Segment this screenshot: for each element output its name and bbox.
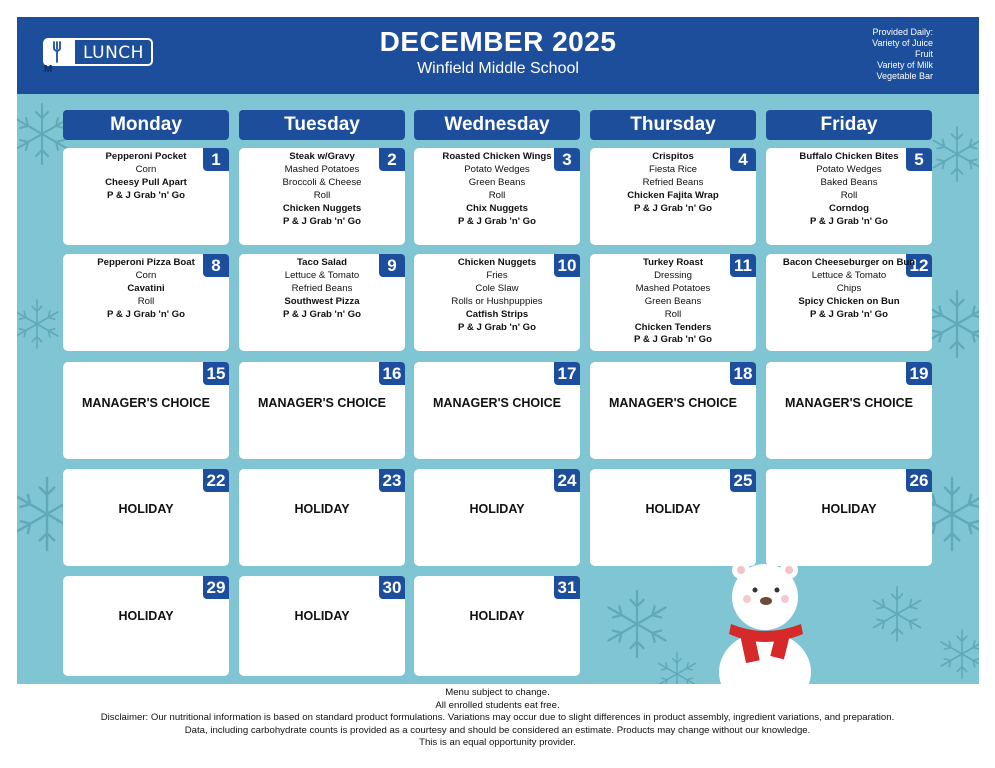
footer-line: Data, including carbohydrate counts is provided as a courtesy and should be considered an estimate. Products may change without our knowledge. [184,724,811,736]
entree-item: Bacon Cheeseburger on Bun [782,257,916,268]
day-header-wednesday: Wednesday [414,110,580,140]
side-item: Green Beans [468,176,526,188]
entree-item: P & J Grab 'n' Go [634,202,712,214]
day-cell [414,576,580,676]
entree-item: P & J Grab 'n' Go [283,308,361,320]
entree-item: Pepperoni Pocket [105,151,187,162]
day-header-friday: Friday [766,110,932,140]
day-cell [590,254,756,351]
day-cell [63,576,229,676]
entree-item: Southwest Pizza [284,295,360,307]
side-item: Chips [836,282,862,294]
entree-item: Taco Salad [297,257,347,268]
managers-choice-label: MANAGER'S CHOICE [785,396,913,410]
entree-item: Corndog [829,202,869,214]
date-number: 15 [203,362,229,385]
managers-choice-label: MANAGER'S CHOICE [258,396,386,410]
date-number: 4 [730,148,756,171]
date-number: 5 [906,148,932,171]
menu-items [63,151,229,203]
day-cell [590,148,756,245]
date-number: 23 [379,469,405,492]
day-header-monday: Monday [63,110,229,140]
provided-daily-line: Vegetable Bar [876,71,933,81]
date-number: 9 [379,254,405,277]
side-item: Roll [664,308,682,320]
day-cell [414,469,580,566]
day-cell [63,362,229,459]
holiday-label: HOLIDAY [118,502,174,516]
date-number: 29 [203,576,229,599]
date-number: 18 [730,362,756,385]
holiday-label: HOLIDAY [118,609,174,623]
entree-item: Buffalo Chicken Bites [799,151,899,162]
managers-choice-label: MANAGER'S CHOICE [82,396,210,410]
entree-item: Pepperoni Pizza Boat [97,257,195,268]
calendar-board [17,94,979,684]
entree-item: Cavatini [127,282,165,294]
provided-daily [872,27,933,82]
day-cell [239,148,405,245]
menu-items [766,151,932,228]
day-cell [414,362,580,459]
page-title: DECEMBER 2025 [379,26,617,57]
entree-item: Spicy Chicken on Bun [798,295,900,307]
provided-daily-line: Provided Daily: [872,27,933,37]
entree-item: P & J Grab 'n' Go [458,321,536,333]
side-item: Lettuce & Tomato [284,269,360,281]
entree-item: Turkey Roast [642,257,704,268]
logo-label: LUNCH [83,43,144,63]
footer-line: Disclaimer: Our nutritional information is based on standard product formulations. Variations may occur due to slight differences in product assembly, ingredient variations, and preparation. [100,712,895,723]
date-number: 3 [554,148,580,171]
footer-line: Menu subject to change. [445,687,550,698]
side-item: Mashed Potatoes [284,163,360,175]
day-cell [239,254,405,351]
holiday-label: HOLIDAY [821,502,877,516]
date-number: 31 [554,576,580,599]
entree-item: Chix Nuggets [466,202,528,214]
footer-line: This is an equal opportunity provider. [419,737,576,748]
menu-items [766,257,932,322]
entree-item: Crispitos [652,151,694,162]
date-number: 26 [906,469,932,492]
entree-item: Cheesy Pull Apart [105,176,187,188]
provided-daily-line: Variety of Milk [877,60,933,70]
entree-item: Chicken Fajita Wrap [627,189,719,201]
side-item: Roll [840,189,858,201]
date-number: 25 [730,469,756,492]
entree-item: Steak w/Gravy [289,151,355,162]
side-item: Fiesta Rice [649,163,697,175]
side-item: Roll [137,295,155,307]
side-item: Rolls or Hushpuppies [451,295,543,307]
day-cell [63,254,229,351]
polar-bear-icon [707,552,817,684]
entree-item: Catfish Strips [465,308,529,320]
entree-item: P & J Grab 'n' Go [107,189,185,201]
date-number: 30 [379,576,405,599]
day-header-tuesday: Tuesday [239,110,405,140]
day-header-thursday: Thursday [590,110,756,140]
entree-item: Chicken Nuggets [457,257,537,268]
day-cell [766,148,932,245]
footer-notes [0,687,995,750]
side-item: Green Beans [644,295,702,307]
date-number: 8 [203,254,229,277]
date-number: 19 [906,362,932,385]
side-item: Baked Beans [820,176,878,188]
side-item: Cole Slaw [475,282,519,294]
date-number: 11 [730,254,756,277]
day-cell [239,469,405,566]
date-number: 12 [906,254,932,277]
side-item: Lettuce & Tomato [811,269,887,281]
side-item: Roll [313,189,331,201]
provided-daily-line: Variety of Juice [872,38,933,48]
day-cell [239,362,405,459]
side-item: Dressing [654,269,692,281]
entree-item: Chicken Tenders [634,321,712,333]
managers-choice-label: MANAGER'S CHOICE [433,396,561,410]
date-number: 16 [379,362,405,385]
entree-item: P & J Grab 'n' Go [810,215,888,227]
holiday-label: HOLIDAY [469,502,525,516]
day-cell [766,254,932,351]
managers-choice-label: MANAGER'S CHOICE [609,396,737,410]
entree-item: P & J Grab 'n' Go [458,215,536,227]
side-item: Roll [488,189,506,201]
day-cell [63,148,229,245]
menu-items [590,151,756,216]
entree-item: P & J Grab 'n' Go [810,308,888,320]
day-cell [766,362,932,459]
menu-items [239,257,405,322]
day-cell [414,254,580,351]
day-cell [239,576,405,676]
side-item: Corn [135,269,157,281]
menu-items [414,257,580,334]
side-item: Potato Wedges [464,163,530,175]
date-number: 22 [203,469,229,492]
school-name: Winfield Middle School [417,60,579,77]
holiday-label: HOLIDAY [469,609,525,623]
logo-mark: M [44,64,53,75]
calendar-header [17,17,979,94]
date-number: 1 [203,148,229,171]
day-cell [590,362,756,459]
date-number: 10 [554,254,580,277]
date-number: 17 [554,362,580,385]
entree-item: P & J Grab 'n' Go [107,308,185,320]
menu-items [590,257,756,347]
day-cell [63,469,229,566]
menu-items [414,151,580,228]
date-number: 24 [554,469,580,492]
entree-item: Roasted Chicken Wings [442,151,552,162]
holiday-label: HOLIDAY [645,502,701,516]
side-item: Refried Beans [642,176,704,188]
side-item: Fries [486,269,508,281]
entree-item: P & J Grab 'n' Go [634,334,712,346]
side-item: Refried Beans [291,282,353,294]
holiday-label: HOLIDAY [294,609,350,623]
side-item: Potato Wedges [816,163,882,175]
provided-daily-line: Fruit [915,49,933,59]
side-item: Mashed Potatoes [635,282,711,294]
entree-item: P & J Grab 'n' Go [283,215,361,227]
holiday-label: HOLIDAY [294,502,350,516]
date-number: 2 [379,148,405,171]
footer-line: All enrolled students eat free. [435,699,560,711]
entree-item: Chicken Nuggets [282,202,362,214]
menu-items [239,151,405,228]
side-item: Corn [135,163,157,175]
menu-items [63,257,229,322]
day-cell [414,148,580,245]
side-item: Broccoli & Cheese [282,176,362,188]
